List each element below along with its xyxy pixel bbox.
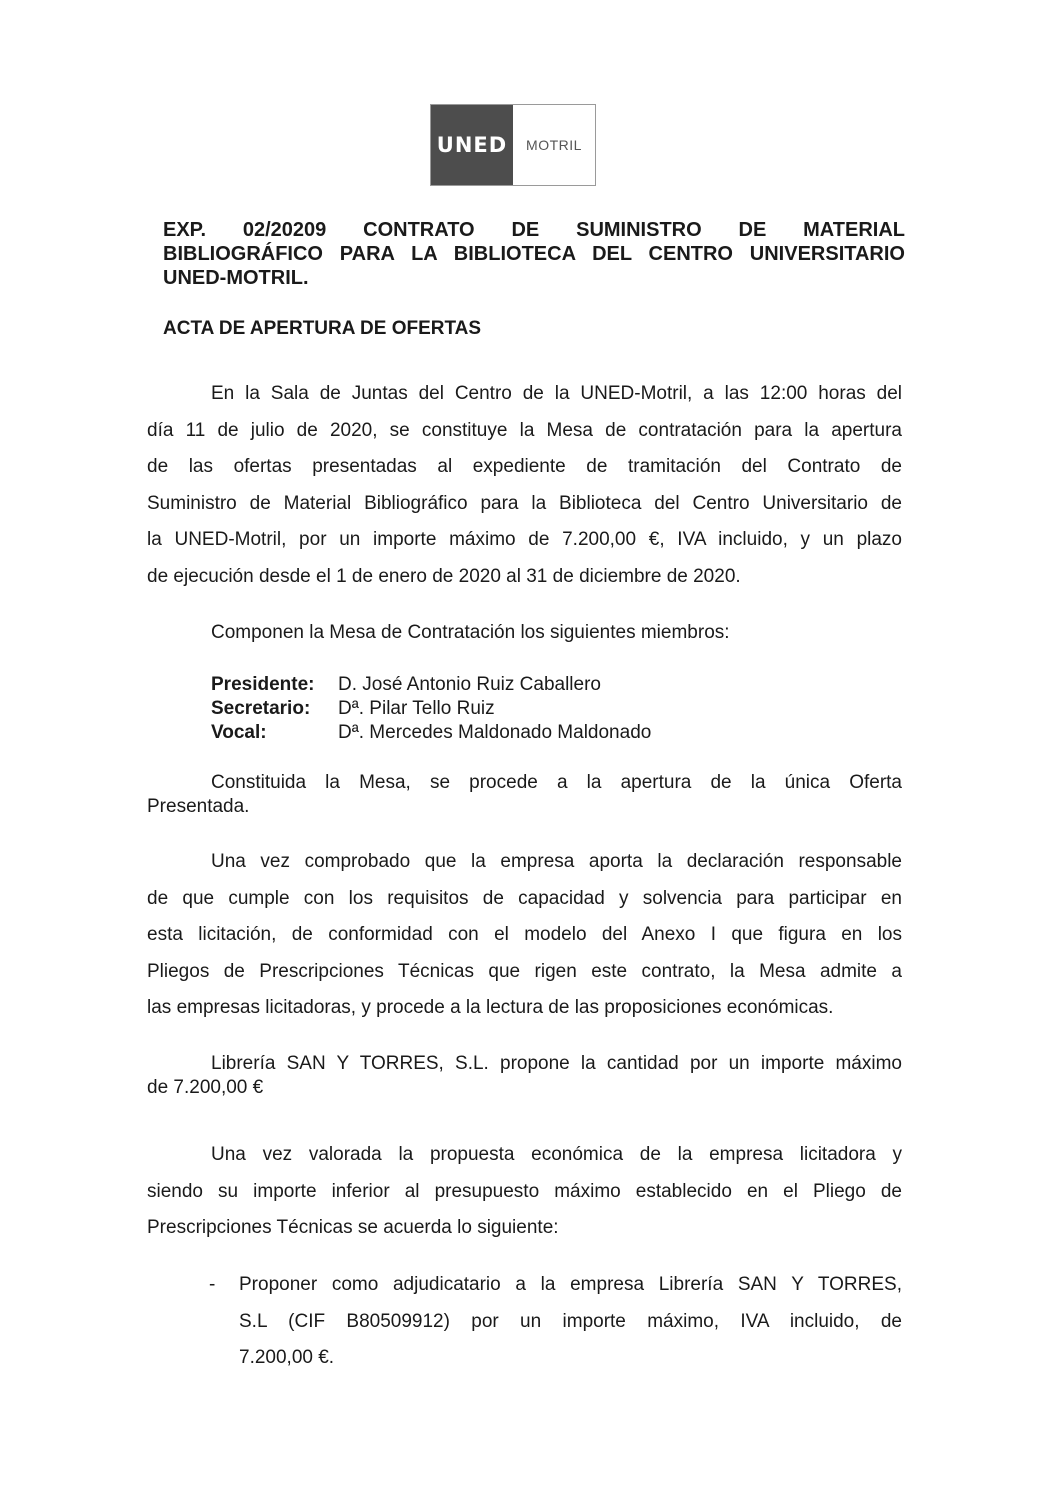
member-name: Dª. Pilar Tello Ruiz <box>338 698 495 719</box>
paragraph-line: Una vez comprobado que la empresa aporta la declaración responsable <box>211 851 902 872</box>
logo-location-box <box>513 105 595 185</box>
paragraph-line: la UNED-Motril, por un importe máximo de 7.200,00 €, IVA incluido, y un plazo <box>147 529 902 551</box>
bullet-dash: - <box>209 1274 216 1295</box>
member-role: Secretario: <box>211 698 311 719</box>
paragraph-members-intro <box>147 622 902 644</box>
paragraph-line: de ejecución desde el 1 de enero de 2020 al 31 de diciembre de 2020. <box>147 565 741 587</box>
bullet-line: Proponer como adjudicatario a la empresa Librería SAN Y TORRES, <box>239 1274 902 1295</box>
bullet-line: S.L (CIF B80509912) por un importe máximo, IVA incluido, de <box>239 1310 902 1332</box>
paragraph-line: Prescripciones Técnicas se acuerda lo siguiente: <box>147 1217 559 1238</box>
members-list <box>211 673 651 745</box>
paragraph-line: Presentada. <box>147 796 250 817</box>
paragraph-opening <box>147 376 902 596</box>
title-line-1: EXP. 02/20209 CONTRATO DE SUMINISTRO DE MATERIAL <box>163 219 905 241</box>
member-name: D. José Antonio Ruiz Caballero <box>338 674 601 695</box>
member-row <box>211 673 651 697</box>
paragraph-line: siendo su importe inferior al presupuesto máximo establecido en el Pliego de <box>147 1180 902 1202</box>
paragraph-line: de 7.200,00 € <box>147 1077 264 1098</box>
bullet-text <box>239 1267 902 1377</box>
paragraph-line: día 11 de julio de 2020, se constituye la Mesa de contratación para la apertura <box>147 419 902 441</box>
paragraph-line: Constituida la Mesa, se procede a la apertura de la única Oferta <box>211 772 902 793</box>
document-subtitle: ACTA DE APERTURA DE OFERTAS <box>163 318 482 339</box>
paragraph-line: Pliegos de Prescripciones Técnicas que rigen este contrato, la Mesa admite a <box>147 960 902 982</box>
logo-brand-box <box>431 105 513 185</box>
logo-brand-text: UNED <box>436 133 508 157</box>
member-row <box>211 697 651 721</box>
paragraph-line: Componen la Mesa de Contratación los siguientes miembros: <box>211 622 730 643</box>
paragraph-constitution <box>147 771 902 819</box>
member-role: Presidente: <box>211 674 315 695</box>
logo-location-text: MOTRIL <box>526 137 582 153</box>
paragraph-line: Una vez valorada la propuesta económica de la empresa licitadora y <box>211 1144 902 1165</box>
bullet-line: 7.200,00 €. <box>239 1347 335 1368</box>
agreement-bullet <box>209 1267 902 1377</box>
member-row <box>211 721 651 745</box>
paragraph-verification <box>147 844 902 1027</box>
paragraph-line: Librería SAN Y TORRES, S.L. propone la cantidad por un importe máximo <box>211 1053 902 1074</box>
title-line-3: UNED-MOTRIL. <box>163 267 309 289</box>
paragraph-line: esta licitación, de conformidad con el modelo del Anexo I que figura en los <box>147 924 902 945</box>
paragraph-line: Suministro de Material Bibliográfico para la Biblioteca del Centro Universitario de <box>147 492 902 514</box>
paragraph-valuation <box>147 1137 902 1247</box>
paragraph-offer <box>147 1052 902 1100</box>
paragraph-line: En la Sala de Juntas del Centro de la UNED-Motril, a las 12:00 horas del <box>211 383 902 404</box>
paragraph-line: de que cumple con los requisitos de capacidad y solvencia para participar en <box>147 887 902 909</box>
uned-motril-logo <box>430 104 596 186</box>
title-line-2: BIBLIOGRÁFICO PARA LA BIBLIOTECA DEL CENTRO UNIVERSITARIO <box>163 243 905 265</box>
member-name: Dª. Mercedes Maldonado Maldonado <box>338 722 652 743</box>
member-role: Vocal: <box>211 722 267 743</box>
document-title <box>163 218 905 290</box>
paragraph-line: de las ofertas presentadas al expediente de tramitación del Contrato de <box>147 456 902 478</box>
paragraph-line: las empresas licitadoras, y procede a la lectura de las proposiciones económicas. <box>147 997 834 1018</box>
